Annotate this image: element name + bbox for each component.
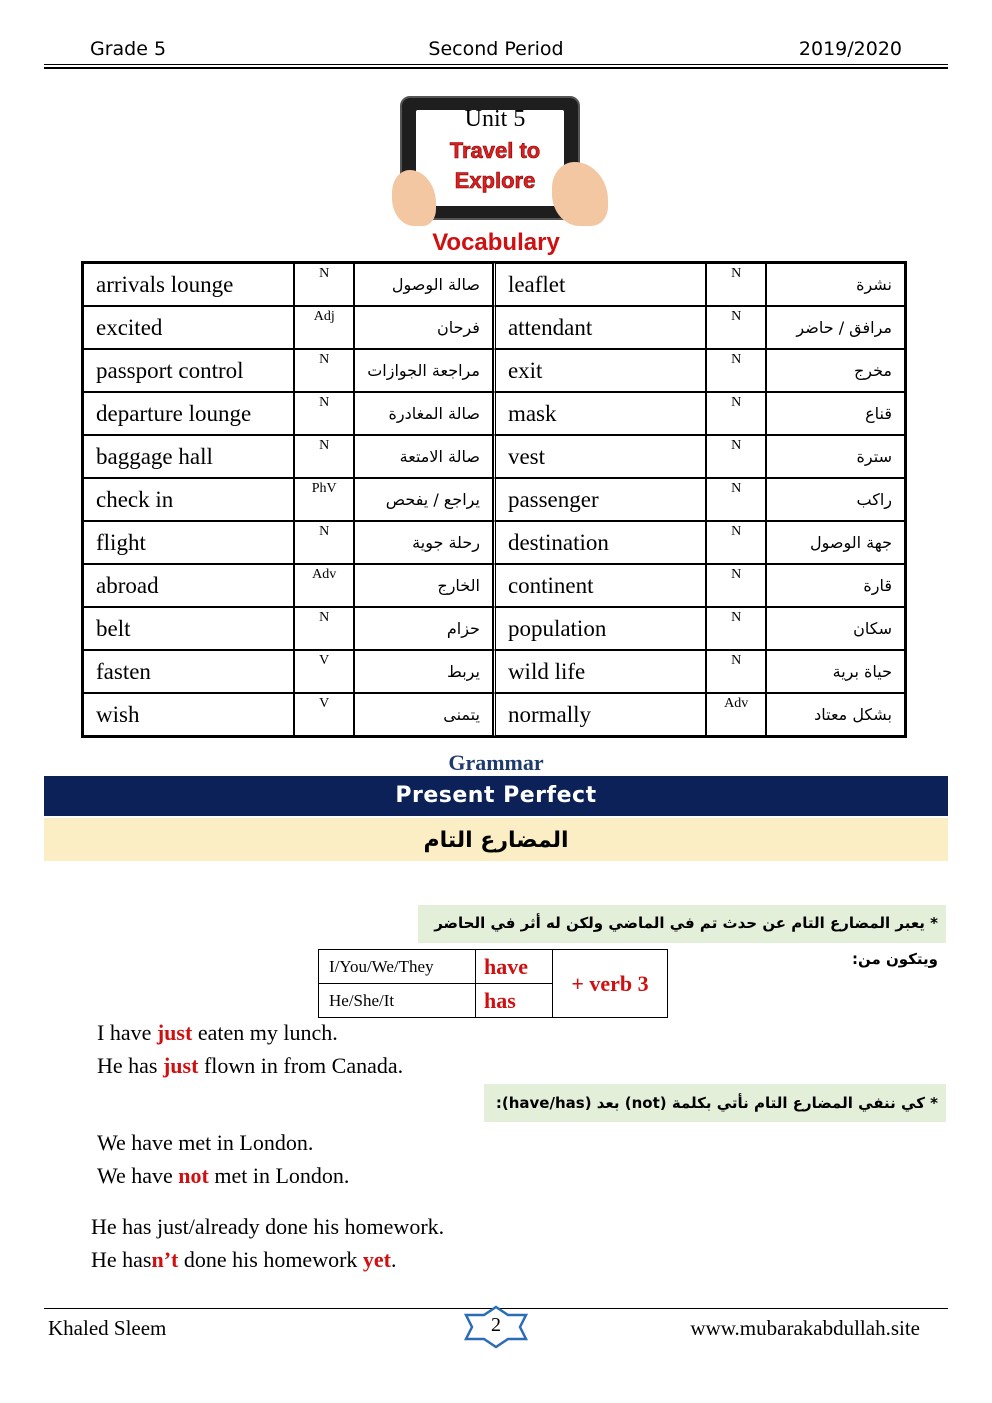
vocab-word: passport control — [83, 349, 294, 392]
vocab-row — [83, 693, 905, 736]
example-1: I have just eaten my lunch. — [97, 1020, 338, 1045]
vocab-word: abroad — [83, 564, 294, 607]
vocab-translation: سكان — [766, 607, 905, 650]
vocab-translation: صالة الامتعة — [354, 435, 493, 478]
vocab-translation: قارة — [766, 564, 905, 607]
vocab-translation: حياة برية — [766, 650, 905, 693]
vocab-word: wish — [83, 693, 294, 736]
example-3: We have met in London. — [97, 1130, 314, 1155]
vocab-word: excited — [83, 306, 294, 349]
vocab-pos: V — [294, 650, 354, 693]
aux-have: have — [476, 950, 553, 984]
vocab-pos: N — [294, 349, 354, 392]
vocab-pos: N — [706, 650, 766, 693]
vocab-word: mask — [493, 392, 706, 435]
vocab-row — [83, 435, 905, 478]
vocab-translation: يراجع / يفحص — [354, 478, 493, 521]
vocab-pos: N — [294, 607, 354, 650]
grammar-title: Grammar — [448, 750, 544, 775]
negation-note: * كي ننفي المضارع التام نأتي بكلمة (not) بعد (have/has): — [484, 1084, 946, 1122]
vocab-pos: Adv — [294, 564, 354, 607]
definition-note: * يعبر المضارع التام عن حدث تم في الماضي ولكن له أثر في الحاضر ويتكون من: — [418, 905, 946, 943]
page-number: 2 — [491, 1314, 501, 1336]
vocab-pos: V — [294, 693, 354, 736]
vocab-translation: مرافق / حاضر — [766, 306, 905, 349]
header-rule-thick — [44, 67, 948, 69]
vocab-pos: N — [706, 435, 766, 478]
vocab-pos: Adv — [706, 693, 766, 736]
footer-author: Khaled Sleem — [48, 1316, 167, 1340]
vocab-word: leaflet — [493, 263, 706, 306]
formation-table — [318, 949, 668, 1018]
vocab-translation: راكب — [766, 478, 905, 521]
vocab-translation: نشرة — [766, 263, 905, 306]
vocab-word: arrivals lounge — [83, 263, 294, 306]
vocab-word: destination — [493, 521, 706, 564]
vocab-pos: N — [294, 392, 354, 435]
vocab-translation: قناع — [766, 392, 905, 435]
vocab-word: passenger — [493, 478, 706, 521]
vocab-row — [83, 306, 905, 349]
vocab-translation: الخارج — [354, 564, 493, 607]
vocabulary-table — [81, 261, 907, 738]
unit-subtitle-2: Explore — [454, 168, 536, 193]
vocab-row — [83, 521, 905, 564]
vocab-word: exit — [493, 349, 706, 392]
vocab-word: belt — [83, 607, 294, 650]
vocab-translation: جهة الوصول — [766, 521, 905, 564]
vocab-pos: N — [706, 607, 766, 650]
vocab-word: fasten — [83, 650, 294, 693]
unit-tablet-graphic — [392, 92, 608, 226]
vocab-word: baggage hall — [83, 435, 294, 478]
vocab-word: departure lounge — [83, 392, 294, 435]
vocab-translation: سترة — [766, 435, 905, 478]
vocab-pos: Adj — [294, 306, 354, 349]
example-4: We have not met in London. — [97, 1163, 350, 1188]
vocab-translation: مخرج — [766, 349, 905, 392]
header-year: 2019/2020 — [798, 38, 902, 60]
vocab-row — [83, 392, 905, 435]
header-rule — [44, 64, 948, 65]
vocab-row — [83, 349, 905, 392]
vocab-translation: صالة المغادرة — [354, 392, 493, 435]
vocab-pos: N — [706, 263, 766, 306]
vocab-pos: N — [706, 521, 766, 564]
subject-singular: He/She/It — [319, 984, 476, 1018]
vocab-word: flight — [83, 521, 294, 564]
vocab-word: vest — [493, 435, 706, 478]
vocab-row — [83, 478, 905, 521]
vocab-row — [83, 564, 905, 607]
vocab-row — [83, 607, 905, 650]
example-6: He hasn’t done his homework yet. — [91, 1247, 397, 1272]
vocab-translation: صالة الوصول — [354, 263, 493, 306]
verb3-cell: + verb 3 — [553, 950, 668, 1018]
unit-subtitle-1: Travel to — [449, 138, 541, 163]
vocab-translation: يتمنى — [354, 693, 493, 736]
vocab-translation: مراجعة الجوازات — [354, 349, 493, 392]
vocab-word: attendant — [493, 306, 706, 349]
footer-website: www.mubarakabdullah.site — [690, 1316, 920, 1340]
topic-banner-en: Present Perfect — [44, 776, 948, 816]
vocab-word: normally — [493, 693, 706, 736]
vocab-pos: N — [294, 521, 354, 564]
example-2: He has just flown in from Canada. — [97, 1053, 404, 1078]
vocab-translation: فرحان — [354, 306, 493, 349]
vocab-pos: N — [706, 478, 766, 521]
vocab-pos: N — [294, 263, 354, 306]
vocab-row — [83, 263, 905, 306]
header-period: Second Period — [428, 38, 564, 60]
vocab-word: wild life — [493, 650, 706, 693]
vocab-word: continent — [493, 564, 706, 607]
vocab-pos: N — [706, 392, 766, 435]
vocab-translation: بشكل معتاد — [766, 693, 905, 736]
unit-title: Unit 5 — [464, 106, 526, 132]
vocab-translation: يربط — [354, 650, 493, 693]
vocab-row — [83, 650, 905, 693]
topic-banner-ar: المضارع التام — [44, 818, 948, 861]
header-grade: Grade 5 — [90, 38, 167, 60]
vocab-pos: N — [706, 349, 766, 392]
vocabulary-title: Vocabulary — [432, 229, 560, 256]
vocab-pos: PhV — [294, 478, 354, 521]
vocab-translation: رحلة جوية — [354, 521, 493, 564]
vocab-pos: N — [294, 435, 354, 478]
vocab-word: check in — [83, 478, 294, 521]
vocab-word: population — [493, 607, 706, 650]
vocab-pos: N — [706, 564, 766, 607]
vocab-translation: حزام — [354, 607, 493, 650]
subject-plural: I/You/We/They — [319, 950, 476, 984]
example-5: He has just/already done his homework. — [91, 1214, 445, 1239]
vocab-pos: N — [706, 306, 766, 349]
aux-has: has — [476, 984, 553, 1018]
